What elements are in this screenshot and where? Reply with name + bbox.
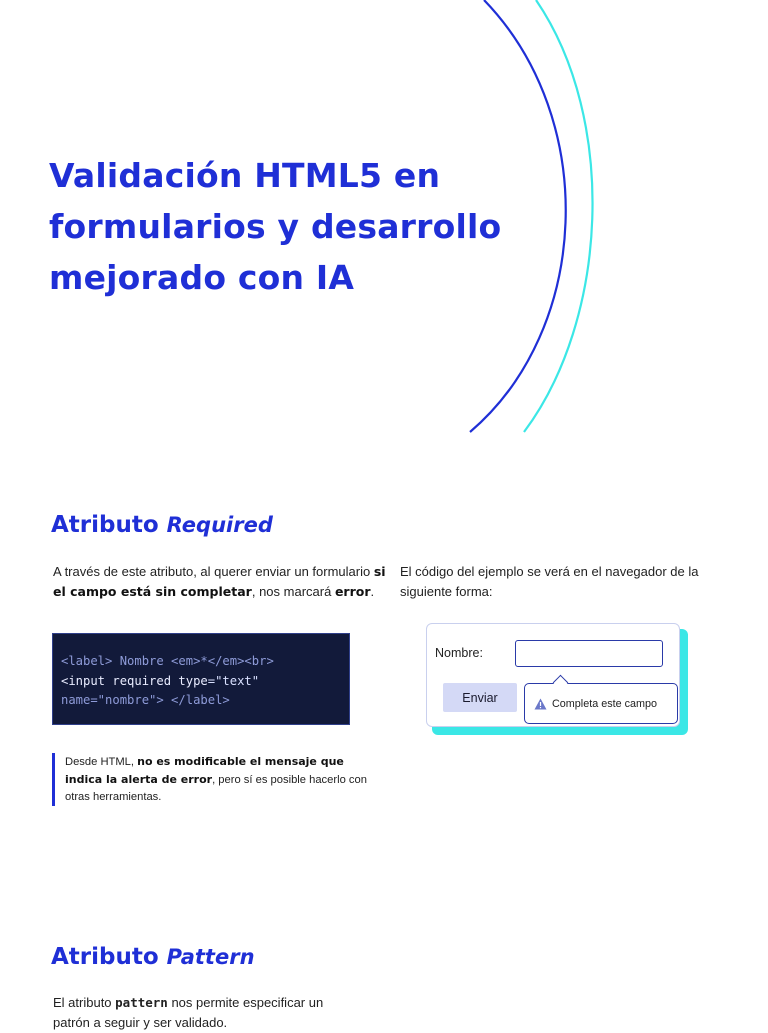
browser-description: El código del ejemplo se verá en el navegador de la siguiente forma: xyxy=(400,564,699,599)
heading-required xyxy=(51,512,273,538)
page-title xyxy=(49,150,569,303)
tooltip-text: Completa este campo xyxy=(552,697,658,710)
note-text-a: Desde HTML, xyxy=(65,756,138,768)
required-text-bold: si el campo está sin completar xyxy=(53,564,386,599)
pattern-code: pattern xyxy=(115,995,168,1010)
validation-tooltip xyxy=(524,683,678,724)
demo-name-input[interactable] xyxy=(515,640,663,667)
title-line-3: mejorado con IA xyxy=(49,258,355,297)
code-line-1: <label> Nombre <em>*</em><br> xyxy=(61,654,274,668)
heading-pattern-main: Atributo xyxy=(51,944,159,970)
code-line-3: name="nombre"> </label> xyxy=(61,693,230,707)
demo-name-label: Nombre: xyxy=(435,646,483,660)
heading-pattern xyxy=(51,944,255,970)
code-block xyxy=(52,633,350,725)
required-text-error: error xyxy=(334,584,371,599)
title-line-1: Validación HTML5 en xyxy=(49,156,441,195)
required-description xyxy=(53,562,388,602)
tooltip-caret xyxy=(553,675,569,691)
heading-required-main: Atributo xyxy=(51,512,159,538)
required-text-c: , nos marcará xyxy=(251,584,335,599)
demo-form xyxy=(426,623,680,727)
required-text-a: A través de este atributo, al querer enviar un formulario xyxy=(53,564,374,579)
code-line-2-value: ="text" xyxy=(207,673,260,688)
warning-triangle-icon xyxy=(534,698,547,710)
pattern-text-a: El atributo xyxy=(53,995,116,1010)
pattern-description xyxy=(53,993,353,1033)
note-callout xyxy=(52,753,375,806)
title-line-2: formularios y desarrollo xyxy=(49,207,502,246)
demo-submit-button[interactable]: Enviar xyxy=(443,683,517,712)
heading-pattern-em: Pattern xyxy=(166,945,255,969)
note-text-c: , pero sí es posible hacerlo con otras herramientas. xyxy=(65,774,367,803)
code-line-2-keyword: <input required type xyxy=(61,673,208,688)
heading-required-em: Required xyxy=(166,513,273,537)
note-text-bold: no es modificable el mensaje que indica la alerta de error xyxy=(65,755,344,786)
required-text-e: . xyxy=(370,584,375,599)
pattern-text-b: nos permite especificar un patrón a seguir y ser validado. xyxy=(53,995,324,1030)
